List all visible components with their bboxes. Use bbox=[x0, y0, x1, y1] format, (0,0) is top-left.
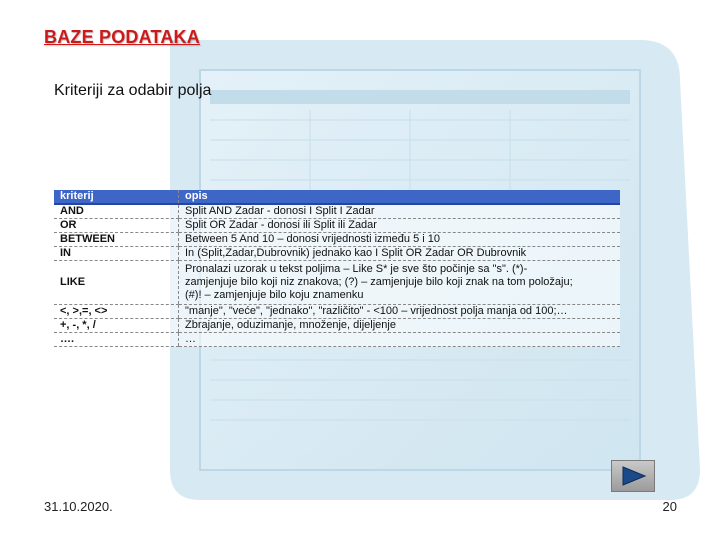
criterion-cell: BETWEEN bbox=[54, 233, 179, 247]
column-header-criterion: kriterij bbox=[54, 190, 179, 204]
next-slide-button[interactable] bbox=[611, 460, 655, 492]
description-cell: Split AND Zadar - donosi I Split I Zadar bbox=[179, 204, 621, 219]
description-line: Pronalazi uzorak u tekst poljima – Like S* je sve što počinje sa "s". (*)- bbox=[185, 263, 528, 275]
play-arrow-icon bbox=[619, 465, 647, 487]
slide-subtitle: Kriteriji za odabir polja bbox=[54, 82, 212, 99]
description-cell: Zbrajanje, oduzimanje, množenje, dijeljenje bbox=[179, 319, 621, 333]
criterion-cell: OR bbox=[54, 219, 179, 233]
criterion-cell: AND bbox=[54, 204, 179, 219]
description-cell: In (Split,Zadar,Dubrovnik) jednako kao I Split OR Zadar OR Dubrovnik bbox=[179, 247, 621, 261]
table-row bbox=[54, 204, 620, 219]
table-row bbox=[54, 247, 620, 261]
description-cell: "manje", "veće", "jednako", "različito" - <100 – vrijednost polja manja od 100;… bbox=[179, 305, 621, 319]
criterion-cell: +, -, *, / bbox=[54, 319, 179, 333]
description-line: zamjenjuje bilo koji niz znakova; (?) – zamjenjuje bilo koji znak na tom položaju; bbox=[185, 276, 573, 288]
table-row bbox=[54, 319, 620, 333]
criteria-table bbox=[54, 190, 620, 347]
criterion-cell: …. bbox=[54, 333, 179, 347]
slide-date: 31.10.2020. bbox=[44, 499, 113, 514]
table-row bbox=[54, 333, 620, 347]
criterion-cell: LIKE bbox=[54, 261, 179, 305]
description-cell: … bbox=[179, 333, 621, 347]
table-row bbox=[54, 219, 620, 233]
description-cell: Split OR Zadar - donosi ili Split ili Zadar bbox=[179, 219, 621, 233]
page-number: 20 bbox=[662, 499, 677, 514]
table-header-row bbox=[54, 190, 620, 204]
table-row bbox=[54, 233, 620, 247]
table-row bbox=[54, 305, 620, 319]
description-line: (#)! – zamjenjuje bilo koju znamenku bbox=[185, 289, 364, 301]
criterion-cell: <, >,=, <> bbox=[54, 305, 179, 319]
criterion-cell: IN bbox=[54, 247, 179, 261]
description-cell bbox=[179, 261, 621, 305]
table-row bbox=[54, 261, 620, 305]
column-header-description: opis bbox=[179, 190, 621, 204]
slide-title: BAZE PODATAKA bbox=[44, 27, 200, 47]
description-cell: Between 5 And 10 – donosi vrijednosti između 5 i 10 bbox=[179, 233, 621, 247]
